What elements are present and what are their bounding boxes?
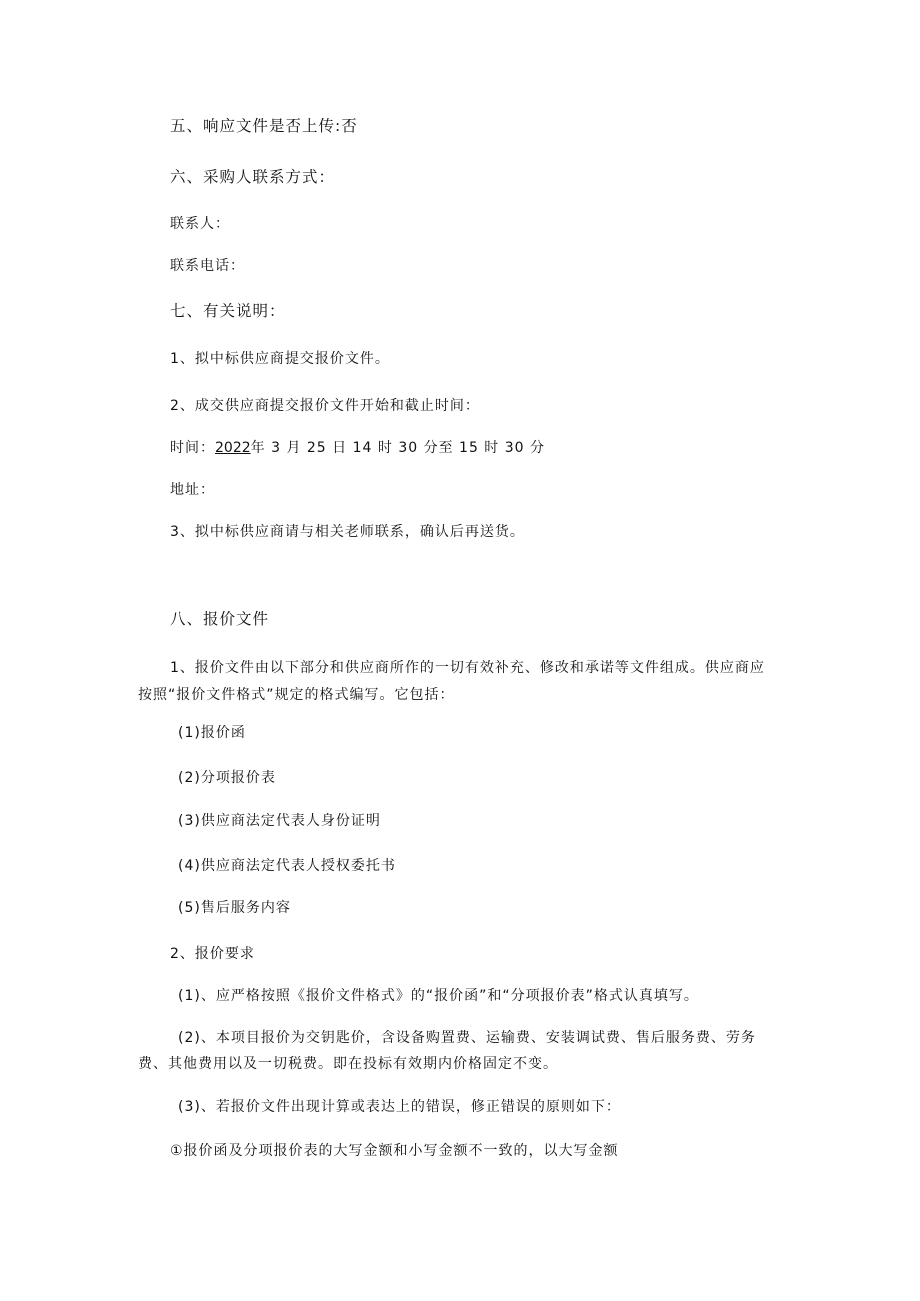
section-6-heading: 六、采购人联系方式：	[170, 168, 336, 186]
requirement-2-line-1: (2)、本项目报价为交钥匙价，含设备购置费、运输费、安装调试费、售后服务费、劳务	[178, 1030, 756, 1046]
section-5-heading: 五、响应文件是否上传:否	[170, 117, 358, 135]
requirement-3: (3)、若报价文件出现计算或表达上的错误，修正错误的原则如下：	[178, 1099, 621, 1115]
section-8-paragraph-2: 2、报价要求	[170, 946, 255, 962]
note-2: 2、成交供应商提交报价文件开始和截止时间：	[170, 398, 480, 414]
section-8-paragraph-1-line-2: 按照“报价文件格式”规定的格式编写。它包括：	[138, 687, 455, 703]
section-8-paragraph-1-line-1: 1、报价文件由以下部分和供应商所作的一切有效补充、修改和承诺等文件组成。供应商应	[170, 660, 765, 676]
contact-person-label: 联系人：	[170, 216, 230, 232]
address-label: 地址：	[170, 482, 215, 498]
list-item: (1)报价函	[178, 725, 246, 741]
list-item: (3)供应商法定代表人身份证明	[178, 813, 381, 829]
list-item: (5)售后服务内容	[178, 900, 291, 916]
section-8-heading: 八、报价文件	[170, 610, 270, 628]
contact-phone-label: 联系电话：	[170, 258, 245, 274]
requirement-2-line-2: 费、其他费用以及一切税费。即在投标有效期内价格固定不变。	[138, 1056, 558, 1072]
time-prefix: 时间：	[170, 440, 215, 456]
correction-rule-1: ①报价函及分项报价表的大写金额和小写金额不一致的，以大写金额	[170, 1143, 619, 1159]
note-1: 1、拟中标供应商提交报价文件。	[170, 351, 390, 367]
requirement-1: (1)、应严格按照《报价文件格式》的“报价函”和“分项报价表”格式认真填写。	[178, 988, 699, 1004]
list-item: (4)供应商法定代表人授权委托书	[178, 858, 396, 874]
time-year: 2022	[215, 440, 251, 456]
submission-time	[170, 438, 545, 458]
note-3: 3、拟中标供应商请与相关老师联系，确认后再送货。	[170, 524, 525, 540]
section-7-heading: 七、有关说明：	[170, 302, 286, 320]
time-rest: 年 3 月 25 日 14 时 30 分至 15 时 30 分	[250, 440, 546, 456]
list-item: (2)分项报价表	[178, 770, 276, 786]
